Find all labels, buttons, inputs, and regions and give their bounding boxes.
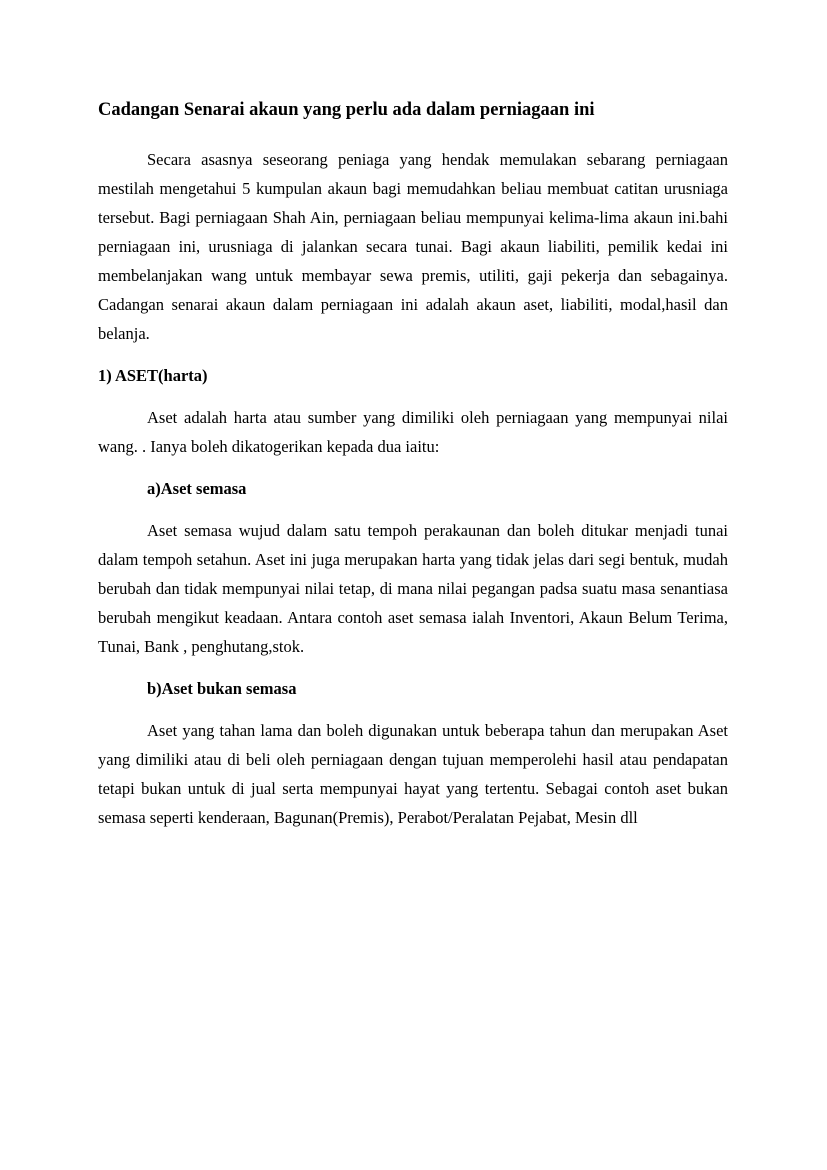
subheading-aset-semasa: a)Aset semasa: [147, 479, 247, 498]
aset-semasa-paragraph: Aset semasa wujud dalam satu tempoh perakaunan dan boleh ditukar menjadi tunai dalam tempoh setahun. Aset ini juga merupakan harta yang tidak jelas dari segi bentuk, mudah berubah dan tidak mempunyai nilai tetap, di mana nilai pegangan padsa suatu masa senantiasa berubah mengikut keadaan. Antara contoh aset semasa ialah Inventori, Akaun Belum Terima, Tunai, Bank , penghutang,stok.: [98, 521, 728, 656]
heading-aset: 1) ASET(harta): [98, 366, 208, 385]
aset-paragraph: Aset adalah harta atau sumber yang dimiliki oleh perniagaan yang mempunyai nilai wang. . Ianya boleh dikatogerikan kepada dua iaitu:: [98, 408, 728, 456]
subheading-aset-bukan-semasa: b)Aset bukan semasa: [147, 679, 297, 698]
document-title: Cadangan Senarai akaun yang perlu ada dalam perniagaan ini: [98, 100, 595, 120]
intro-paragraph: Secara asasnya seseorang peniaga yang hendak memulakan sebarang perniagaan mestilah mengetahui 5 kumpulan akaun bagi memudahkan beliau membuat catitan urusniaga tersebut. Bagi perniagaan Shah Ain, perniagaan beliau mempunyai kelima-lima akaun ini.bahi perniagaan ini, urusniaga di jalankan secara tunai. Bagi akaun liabiliti, pemilik kedai ini membelanjakan wang untuk membayar sewa premis, utiliti, gaji pekerja dan sebagainya. Cadangan senarai akaun dalam perniagaan ini adalah akaun aset, liabiliti, modal,hasil dan belanja.: [98, 150, 728, 343]
aset-bukan-semasa-paragraph: Aset yang tahan lama dan boleh digunakan untuk beberapa tahun dan merupakan Aset yang dimiliki atau di beli oleh perniagaan dengan tujuan memperolehi hasil atau pendapatan tetapi bukan untuk di jual serta mempunyai hayat yang tertentu. Sebagai contoh aset bukan semasa seperti kenderaan, Bagunan(Premis), Perabot/Peralatan Pejabat, Mesin dll: [98, 721, 728, 827]
